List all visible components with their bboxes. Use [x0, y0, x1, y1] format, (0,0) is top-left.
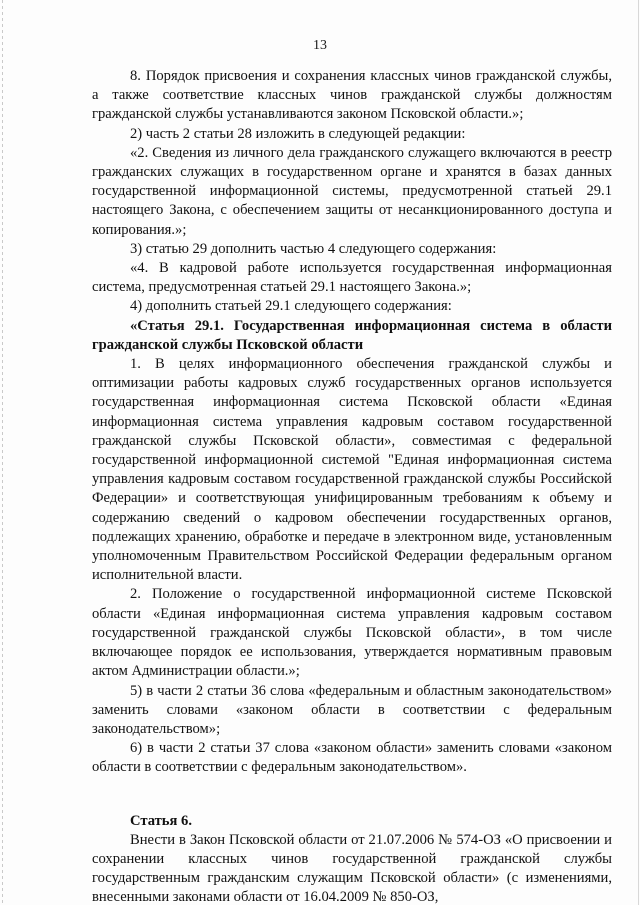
page-number: 13 — [313, 38, 327, 53]
paragraph: 6) в части 2 статьи 37 слова «законом области» заменить словами «законом области в соответствии с федеральным законодательством». — [92, 740, 612, 776]
scan-edge-right — [638, 0, 639, 905]
paragraph: 2) часть 2 статьи 28 изложить в следующей редакции: — [130, 125, 466, 142]
article-6-title: Статья 6. — [130, 812, 192, 829]
paragraph: «4. В кадровой работе используется государственная информационная система, предусмотренная статьей 29.1 настоящего Закона.»; — [92, 260, 612, 296]
paragraph: 2. Положение о государственной информационной системе Псковской области «Единая информационная система управления кадровым составом государственной гражданской службы Псковской области», в том числе включающее порядок ее использования, утверждается нормативным правовым актом Администрации области.»; — [92, 586, 612, 680]
article-29-1-heading: «Статья 29.1. Государственная информационная система в области гражданской службы Псковской области — [92, 317, 612, 353]
paragraph: 4) дополнить статьей 29.1 следующего содержания: — [130, 298, 452, 315]
article-6-paragraph: Внести в Закон Псковской области от 21.07.2006 № 574-ОЗ «О присвоении и сохранении классных чинов государственной гражданской службы государственным гражданским служащим Псковской области» (с изменениями, внесенными законами области от 16.04.2009 № 850-ОЗ, — [92, 831, 612, 905]
paragraph: 1. В целях информационного обеспечения гражданской службы и оптимизации работы кадровых служб государственных органов используется государственная информационная система Псковской области «Единая информационная система управления кадровым составом государственной гражданской службы Псковской области», совместимая с федеральной государственной информационной системой "Единая информационная система управления кадровым составом государственной гражданской службы Российской Федерации» и соответствующая унифицированным требованиям к объему и содержанию сведений о кадровом обеспечении государственных органов, подлежащих хранению, обработке и передаче в электронном виде, установленным уполномоченным Правительством Российской Федерации федеральным органом исполнительной власти. — [92, 356, 612, 584]
scan-edge-left — [2, 0, 3, 905]
section-spacer — [92, 778, 612, 812]
paragraph: «2. Сведения из личного дела гражданского служащего включаются в реестр гражданских служащих в государственном органе и хранятся в базах данных государственной информационной системы, предусмотренной статьей 29.1 настоящего Закона, с обеспечением защиты от несанкционированного доступа и копирования.»; — [92, 144, 612, 238]
paragraph: 8. Порядок присвоения и сохранения классных чинов гражданской службы, а также соответствие классных чинов гражданской службы должностям гражданской службы устанавливаются законом Псковской области.»; — [92, 68, 612, 123]
document-body — [92, 67, 612, 905]
paragraph: 5) в части 2 статьи 36 слова «федеральным и областным законодательством» заменить словами «законом области в соответствии с федеральным законодательством»; — [92, 682, 612, 737]
paragraph: 3) статью 29 дополнить частью 4 следующего содержания: — [130, 240, 497, 257]
